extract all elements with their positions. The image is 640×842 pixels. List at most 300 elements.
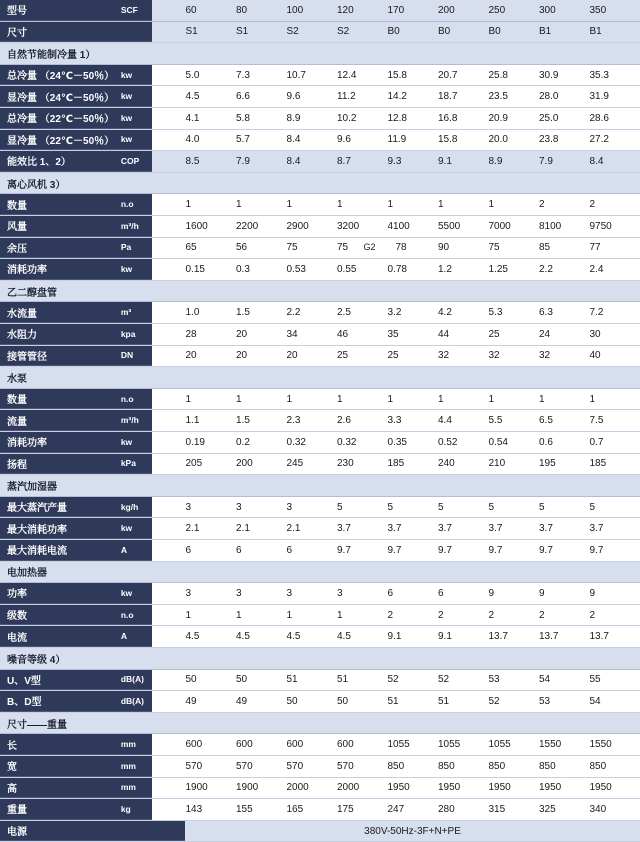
value-cell: 1 <box>388 199 439 210</box>
value-cell: 9750 <box>590 221 640 232</box>
value-cell: 0.19 <box>186 437 237 448</box>
value-cell: 280 <box>438 804 489 815</box>
value-cell: 0.53 <box>287 264 338 275</box>
value-cell: 28 <box>186 329 237 340</box>
value-cell: 32 <box>438 350 489 361</box>
value-cell: 46 <box>337 329 388 340</box>
value-cell: B0 <box>388 26 439 37</box>
value-cell: 3.7 <box>590 523 640 534</box>
value-cell: 247 <box>388 804 439 815</box>
table-row <box>0 130 640 152</box>
row-values <box>152 454 640 475</box>
row-values <box>152 799 640 820</box>
table-row <box>0 302 640 324</box>
row-unit: DN <box>117 346 152 367</box>
header-unit: SCF <box>117 0 152 21</box>
value-cell: 2 <box>438 610 489 621</box>
value-cell: 1 <box>539 394 590 405</box>
table-row <box>0 778 640 800</box>
value-cell: 4100 <box>388 221 439 232</box>
row-unit: kg/h <box>117 497 152 518</box>
row-values <box>152 346 640 367</box>
value-cell: 1 <box>287 199 338 210</box>
value-cell: 44 <box>438 329 489 340</box>
value-cell: S2 <box>337 26 388 37</box>
value-cell: 4.5 <box>186 631 237 642</box>
section-title: 自然节能制冷量 1） <box>0 46 95 61</box>
value-cell: 570 <box>337 761 388 772</box>
section-header <box>0 173 640 195</box>
value-cell: 5 <box>590 502 640 513</box>
row-label: 最大蒸汽产量 <box>0 497 117 518</box>
value-cell: 1.5 <box>236 307 287 318</box>
value-cell: 5.5 <box>489 415 540 426</box>
value-cell: 20 <box>236 350 287 361</box>
value-cell: 3.3 <box>388 415 439 426</box>
table-row <box>0 605 640 627</box>
value-cell: 40 <box>590 350 640 361</box>
value-cell: 52 <box>438 674 489 685</box>
value-cell: 195 <box>539 458 590 469</box>
value-cell: 54 <box>539 674 590 685</box>
value-cell: 20 <box>186 350 237 361</box>
value-cell: 2.5 <box>337 307 388 318</box>
row-label: 显冷量 （24℃－50％） <box>0 86 117 107</box>
value-cell: 4.5 <box>236 631 287 642</box>
row-unit: m³/h <box>117 216 152 237</box>
power-unit <box>143 821 185 842</box>
value-cell: 2.2 <box>539 264 590 275</box>
model-cell: 350 <box>590 5 640 16</box>
value-cell: 2900 <box>287 221 338 232</box>
value-cell: 3.7 <box>337 523 388 534</box>
value-cell: 7.9 <box>236 156 287 167</box>
value-cell: 1 <box>287 610 338 621</box>
row-values <box>152 302 640 323</box>
value-cell: 51 <box>287 674 338 685</box>
value-cell: 2.1 <box>287 523 338 534</box>
row-label: 能效比 1、2） <box>0 151 117 172</box>
value-cell: 5 <box>388 502 439 513</box>
value-cell: 3 <box>236 588 287 599</box>
value-cell: 1 <box>186 394 237 405</box>
row-label: 流量 <box>0 410 117 431</box>
value-cell: 49 <box>186 696 237 707</box>
value-cell: 245 <box>287 458 338 469</box>
value-cell: 55 <box>590 674 640 685</box>
value-cell: 2.1 <box>236 523 287 534</box>
row-values <box>152 734 640 755</box>
value-cell: 1 <box>337 610 388 621</box>
table-row <box>0 497 640 519</box>
value-cell: 9 <box>590 588 640 599</box>
table-row <box>0 259 640 281</box>
value-cell: 1950 <box>590 782 640 793</box>
value-cell: 4.1 <box>186 113 237 124</box>
row-values <box>152 778 640 799</box>
value-cell: 32 <box>539 350 590 361</box>
value-cell: 850 <box>539 761 590 772</box>
table-row <box>0 194 640 216</box>
value-cell: 25.8 <box>489 70 540 81</box>
value-cell: 7.2 <box>590 307 640 318</box>
value-cell: 6 <box>186 545 237 556</box>
section-header <box>0 43 640 65</box>
value-cell: 8.9 <box>489 156 540 167</box>
header-row <box>0 0 640 22</box>
row-label: U、V型 <box>0 670 117 691</box>
row-label: 尺寸 <box>0 22 117 43</box>
value-cell: 13.7 <box>539 631 590 642</box>
value-cell: 50 <box>287 696 338 707</box>
value-cell: 50 <box>186 674 237 685</box>
row-unit <box>117 22 152 43</box>
value-cell: 27.2 <box>590 134 640 145</box>
value-cell: 5.8 <box>236 113 287 124</box>
value-cell: 25 <box>388 350 439 361</box>
row-label: 水流量 <box>0 302 117 323</box>
value-cell: 600 <box>287 739 338 750</box>
value-cell: 9 <box>539 588 590 599</box>
value-cell: 18.7 <box>438 91 489 102</box>
row-values <box>152 583 640 604</box>
value-cell: 2 <box>539 199 590 210</box>
row-label: 宽 <box>0 756 117 777</box>
table-row <box>0 65 640 87</box>
row-label: 数量 <box>0 194 117 215</box>
value-cell: 2.2 <box>287 307 338 318</box>
section-title: 噪音等级 4） <box>0 651 65 666</box>
value-cell: 23.5 <box>489 91 540 102</box>
row-label: 功率 <box>0 583 117 604</box>
table-row <box>0 216 640 238</box>
value-cell: 8.5 <box>186 156 237 167</box>
value-cell: 9.7 <box>539 545 590 556</box>
value-cell: 570 <box>287 761 338 772</box>
value-cell: 0.35 <box>388 437 439 448</box>
value-cell: 2000 <box>337 782 388 793</box>
row-label: 风量 <box>0 216 117 237</box>
section-title: 蒸汽加湿器 <box>0 478 57 493</box>
value-cell: 90 <box>438 242 489 253</box>
value-cell: 1 <box>186 199 237 210</box>
value-cell: 0.54 <box>489 437 540 448</box>
header-label: 型号 <box>0 0 117 21</box>
value-cell: 30.9 <box>539 70 590 81</box>
value-cell: 1 <box>337 199 388 210</box>
value-cell: 5 <box>337 502 388 513</box>
model-cell: 80 <box>236 5 287 16</box>
row-unit: kw <box>117 518 152 539</box>
value-cell: 850 <box>590 761 640 772</box>
value-cell: 1 <box>236 199 287 210</box>
value-cell: 0.2 <box>236 437 287 448</box>
value-cell: 4.0 <box>186 134 237 145</box>
value-cell: 1950 <box>539 782 590 793</box>
row-unit: dB(A) <box>117 691 152 712</box>
value-cell: 600 <box>236 739 287 750</box>
value-cell: 11.9 <box>388 134 439 145</box>
row-label: 消耗功率 <box>0 259 117 280</box>
table-row <box>0 389 640 411</box>
value-cell: 53 <box>489 674 540 685</box>
value-cell: 1.1 <box>186 415 237 426</box>
power-row <box>0 821 640 842</box>
value-cell: 5.7 <box>236 134 287 145</box>
model-cell: 170 <box>388 5 439 16</box>
value-cell: 13.7 <box>590 631 640 642</box>
value-cell: 1950 <box>388 782 439 793</box>
value-cell: 25 <box>489 329 540 340</box>
value-cell: 155 <box>236 804 287 815</box>
value-cell: 0.3 <box>236 264 287 275</box>
table-row <box>0 691 640 713</box>
value-cell: 6 <box>287 545 338 556</box>
value-cell: 9.1 <box>388 631 439 642</box>
value-cell: 1950 <box>438 782 489 793</box>
value-cell: 77 <box>590 242 640 253</box>
value-cell: 14.2 <box>388 91 439 102</box>
value-cell: 205 <box>186 458 237 469</box>
value-cell: 570 <box>186 761 237 772</box>
row-unit: kw <box>117 432 152 453</box>
value-cell: 35 <box>388 329 439 340</box>
table-row <box>0 454 640 476</box>
table-row <box>0 86 640 108</box>
value-cell: 5.0 <box>186 70 237 81</box>
row-label: 高 <box>0 778 117 799</box>
value-cell: 2.3 <box>287 415 338 426</box>
row-values <box>152 670 640 691</box>
value-cell: 5.3 <box>489 307 540 318</box>
value-cell: 9.7 <box>489 545 540 556</box>
value-cell: 7.3 <box>236 70 287 81</box>
row-unit: kw <box>117 108 152 129</box>
value-cell: 2200 <box>236 221 287 232</box>
row-unit: kw <box>117 583 152 604</box>
row-unit: n.o <box>117 389 152 410</box>
value-cell: 31.9 <box>590 91 640 102</box>
value-cell: 32 <box>489 350 540 361</box>
section-header <box>0 648 640 670</box>
section-header <box>0 367 640 389</box>
value-cell: 15.8 <box>438 134 489 145</box>
value-cell: 3.7 <box>388 523 439 534</box>
value-cell: B0 <box>438 26 489 37</box>
value-cell: 2 <box>590 199 640 210</box>
row-label: 最大消耗功率 <box>0 518 117 539</box>
value-cell: 51 <box>438 696 489 707</box>
table-row <box>0 518 640 540</box>
value-cell: 20.9 <box>489 113 540 124</box>
value-cell: 165 <box>287 804 338 815</box>
size-row <box>0 22 640 44</box>
value-cell: 9.1 <box>438 631 489 642</box>
value-cell: 0.15 <box>186 264 237 275</box>
table-row <box>0 432 640 454</box>
table-row <box>0 799 640 821</box>
row-values <box>152 410 640 431</box>
value-cell: 185 <box>388 458 439 469</box>
value-cell: 9.7 <box>337 545 388 556</box>
row-unit: A <box>117 626 152 647</box>
value-cell: 1.25 <box>489 264 540 275</box>
row-label: 级数 <box>0 605 117 626</box>
table-row <box>0 151 640 173</box>
value-cell: 8.9 <box>287 113 338 124</box>
section-header <box>0 713 640 735</box>
value-cell: 34 <box>287 329 338 340</box>
row-unit: A <box>117 540 152 561</box>
value-cell: 1600 <box>186 221 237 232</box>
row-unit: kw <box>117 259 152 280</box>
table-row <box>0 324 640 346</box>
row-unit: kPa <box>117 454 152 475</box>
value-cell: 7.9 <box>539 156 590 167</box>
value-cell: 0.55 <box>337 264 388 275</box>
value-cell: 12.8 <box>388 113 439 124</box>
row-unit: m³/h <box>117 410 152 431</box>
row-label: 余压 <box>0 238 117 259</box>
table-row <box>0 108 640 130</box>
value-cell: 2 <box>590 610 640 621</box>
section-header <box>0 475 640 497</box>
row-label: 总冷量 （22℃－50％） <box>0 108 117 129</box>
value-cell: 6.3 <box>539 307 590 318</box>
value-cell: 6 <box>388 588 439 599</box>
value-cell: 210 <box>489 458 540 469</box>
model-cell: 60 <box>186 5 237 16</box>
value-cell: 2 <box>539 610 590 621</box>
value-cell: 5 <box>539 502 590 513</box>
value-cell: 9 <box>489 588 540 599</box>
value-cell: 9.6 <box>287 91 338 102</box>
value-cell: 0.78 <box>388 264 439 275</box>
value-cell: 3 <box>287 502 338 513</box>
value-cell: 1.2 <box>438 264 489 275</box>
row-unit: n.o <box>117 605 152 626</box>
section-title: 电加热器 <box>0 564 47 579</box>
row-label: 扬程 <box>0 454 117 475</box>
row-values <box>152 605 640 626</box>
value-cell: S1 <box>186 26 237 37</box>
value-cell: 1 <box>489 394 540 405</box>
row-unit: mm <box>117 756 152 777</box>
model-cell: 120 <box>337 5 388 16</box>
row-values <box>152 518 640 539</box>
row-label: 最大消耗电流 <box>0 540 117 561</box>
value-cell: 75 <box>337 242 388 253</box>
value-cell: 1 <box>388 394 439 405</box>
value-cell: 2 <box>489 610 540 621</box>
value-cell: 49 <box>236 696 287 707</box>
value-cell: B1 <box>539 26 590 37</box>
value-cell: 0.32 <box>287 437 338 448</box>
value-cell: 1550 <box>539 739 590 750</box>
value-cell: 9.6 <box>337 134 388 145</box>
row-unit: mm <box>117 734 152 755</box>
table-row <box>0 734 640 756</box>
value-cell: 6.5 <box>539 415 590 426</box>
value-cell: 7.5 <box>590 415 640 426</box>
value-cell: 5 <box>438 502 489 513</box>
row-note: G2 <box>364 242 376 252</box>
model-cell: 250 <box>489 5 540 16</box>
value-cell: 850 <box>489 761 540 772</box>
row-label: 接管管径 <box>0 346 117 367</box>
header-values <box>152 0 640 21</box>
row-values <box>152 194 640 215</box>
row-values <box>152 432 640 453</box>
model-cell: 200 <box>438 5 489 16</box>
value-cell: 2.1 <box>186 523 237 534</box>
value-cell: 28.0 <box>539 91 590 102</box>
value-cell: 50 <box>337 696 388 707</box>
value-cell: 1 <box>489 199 540 210</box>
value-cell: 2000 <box>287 782 338 793</box>
row-values <box>152 86 640 107</box>
value-cell: 20.7 <box>438 70 489 81</box>
value-cell: 1 <box>337 394 388 405</box>
row-label: 长 <box>0 734 117 755</box>
section-title: 离心风机 3） <box>0 176 65 191</box>
section-title: 尺寸——重量 <box>0 716 67 731</box>
value-cell: 3.7 <box>438 523 489 534</box>
value-cell: 9.3 <box>388 156 439 167</box>
value-cell: 65 <box>186 242 237 253</box>
table-row <box>0 410 640 432</box>
row-label: 电流 <box>0 626 117 647</box>
value-cell: 325 <box>539 804 590 815</box>
value-cell: 23.8 <box>539 134 590 145</box>
row-unit: COP <box>117 151 152 172</box>
value-cell: 3 <box>287 588 338 599</box>
value-cell: 3 <box>236 502 287 513</box>
row-unit: dB(A) <box>117 670 152 691</box>
model-cell: 300 <box>539 5 590 16</box>
row-values <box>152 389 640 410</box>
value-cell: 1900 <box>236 782 287 793</box>
value-cell: 24 <box>539 329 590 340</box>
value-cell: S1 <box>236 26 287 37</box>
value-cell: 15.8 <box>388 70 439 81</box>
value-cell: 10.2 <box>337 113 388 124</box>
value-cell: 9.7 <box>438 545 489 556</box>
table-row <box>0 540 640 562</box>
table-row <box>0 583 640 605</box>
value-cell: 850 <box>388 761 439 772</box>
value-cell: 50 <box>236 674 287 685</box>
row-values <box>152 130 640 151</box>
section-title: 水泵 <box>0 370 27 385</box>
value-cell: 4.2 <box>438 307 489 318</box>
row-unit: mm <box>117 778 152 799</box>
value-cell: 13.7 <box>489 631 540 642</box>
row-values <box>152 691 640 712</box>
value-cell: 1550 <box>590 739 640 750</box>
value-cell: 11.2 <box>337 91 388 102</box>
table-row <box>0 346 640 368</box>
value-cell: 51 <box>388 696 439 707</box>
value-cell: 1 <box>438 199 489 210</box>
value-text: 78 <box>396 242 407 253</box>
value-cell: 3 <box>337 588 388 599</box>
value-cell: 25 <box>337 350 388 361</box>
value-cell: 2.6 <box>337 415 388 426</box>
row-label: 总冷量 （24℃－50％） <box>0 65 117 86</box>
value-cell: 1.0 <box>186 307 237 318</box>
row-values <box>152 108 640 129</box>
